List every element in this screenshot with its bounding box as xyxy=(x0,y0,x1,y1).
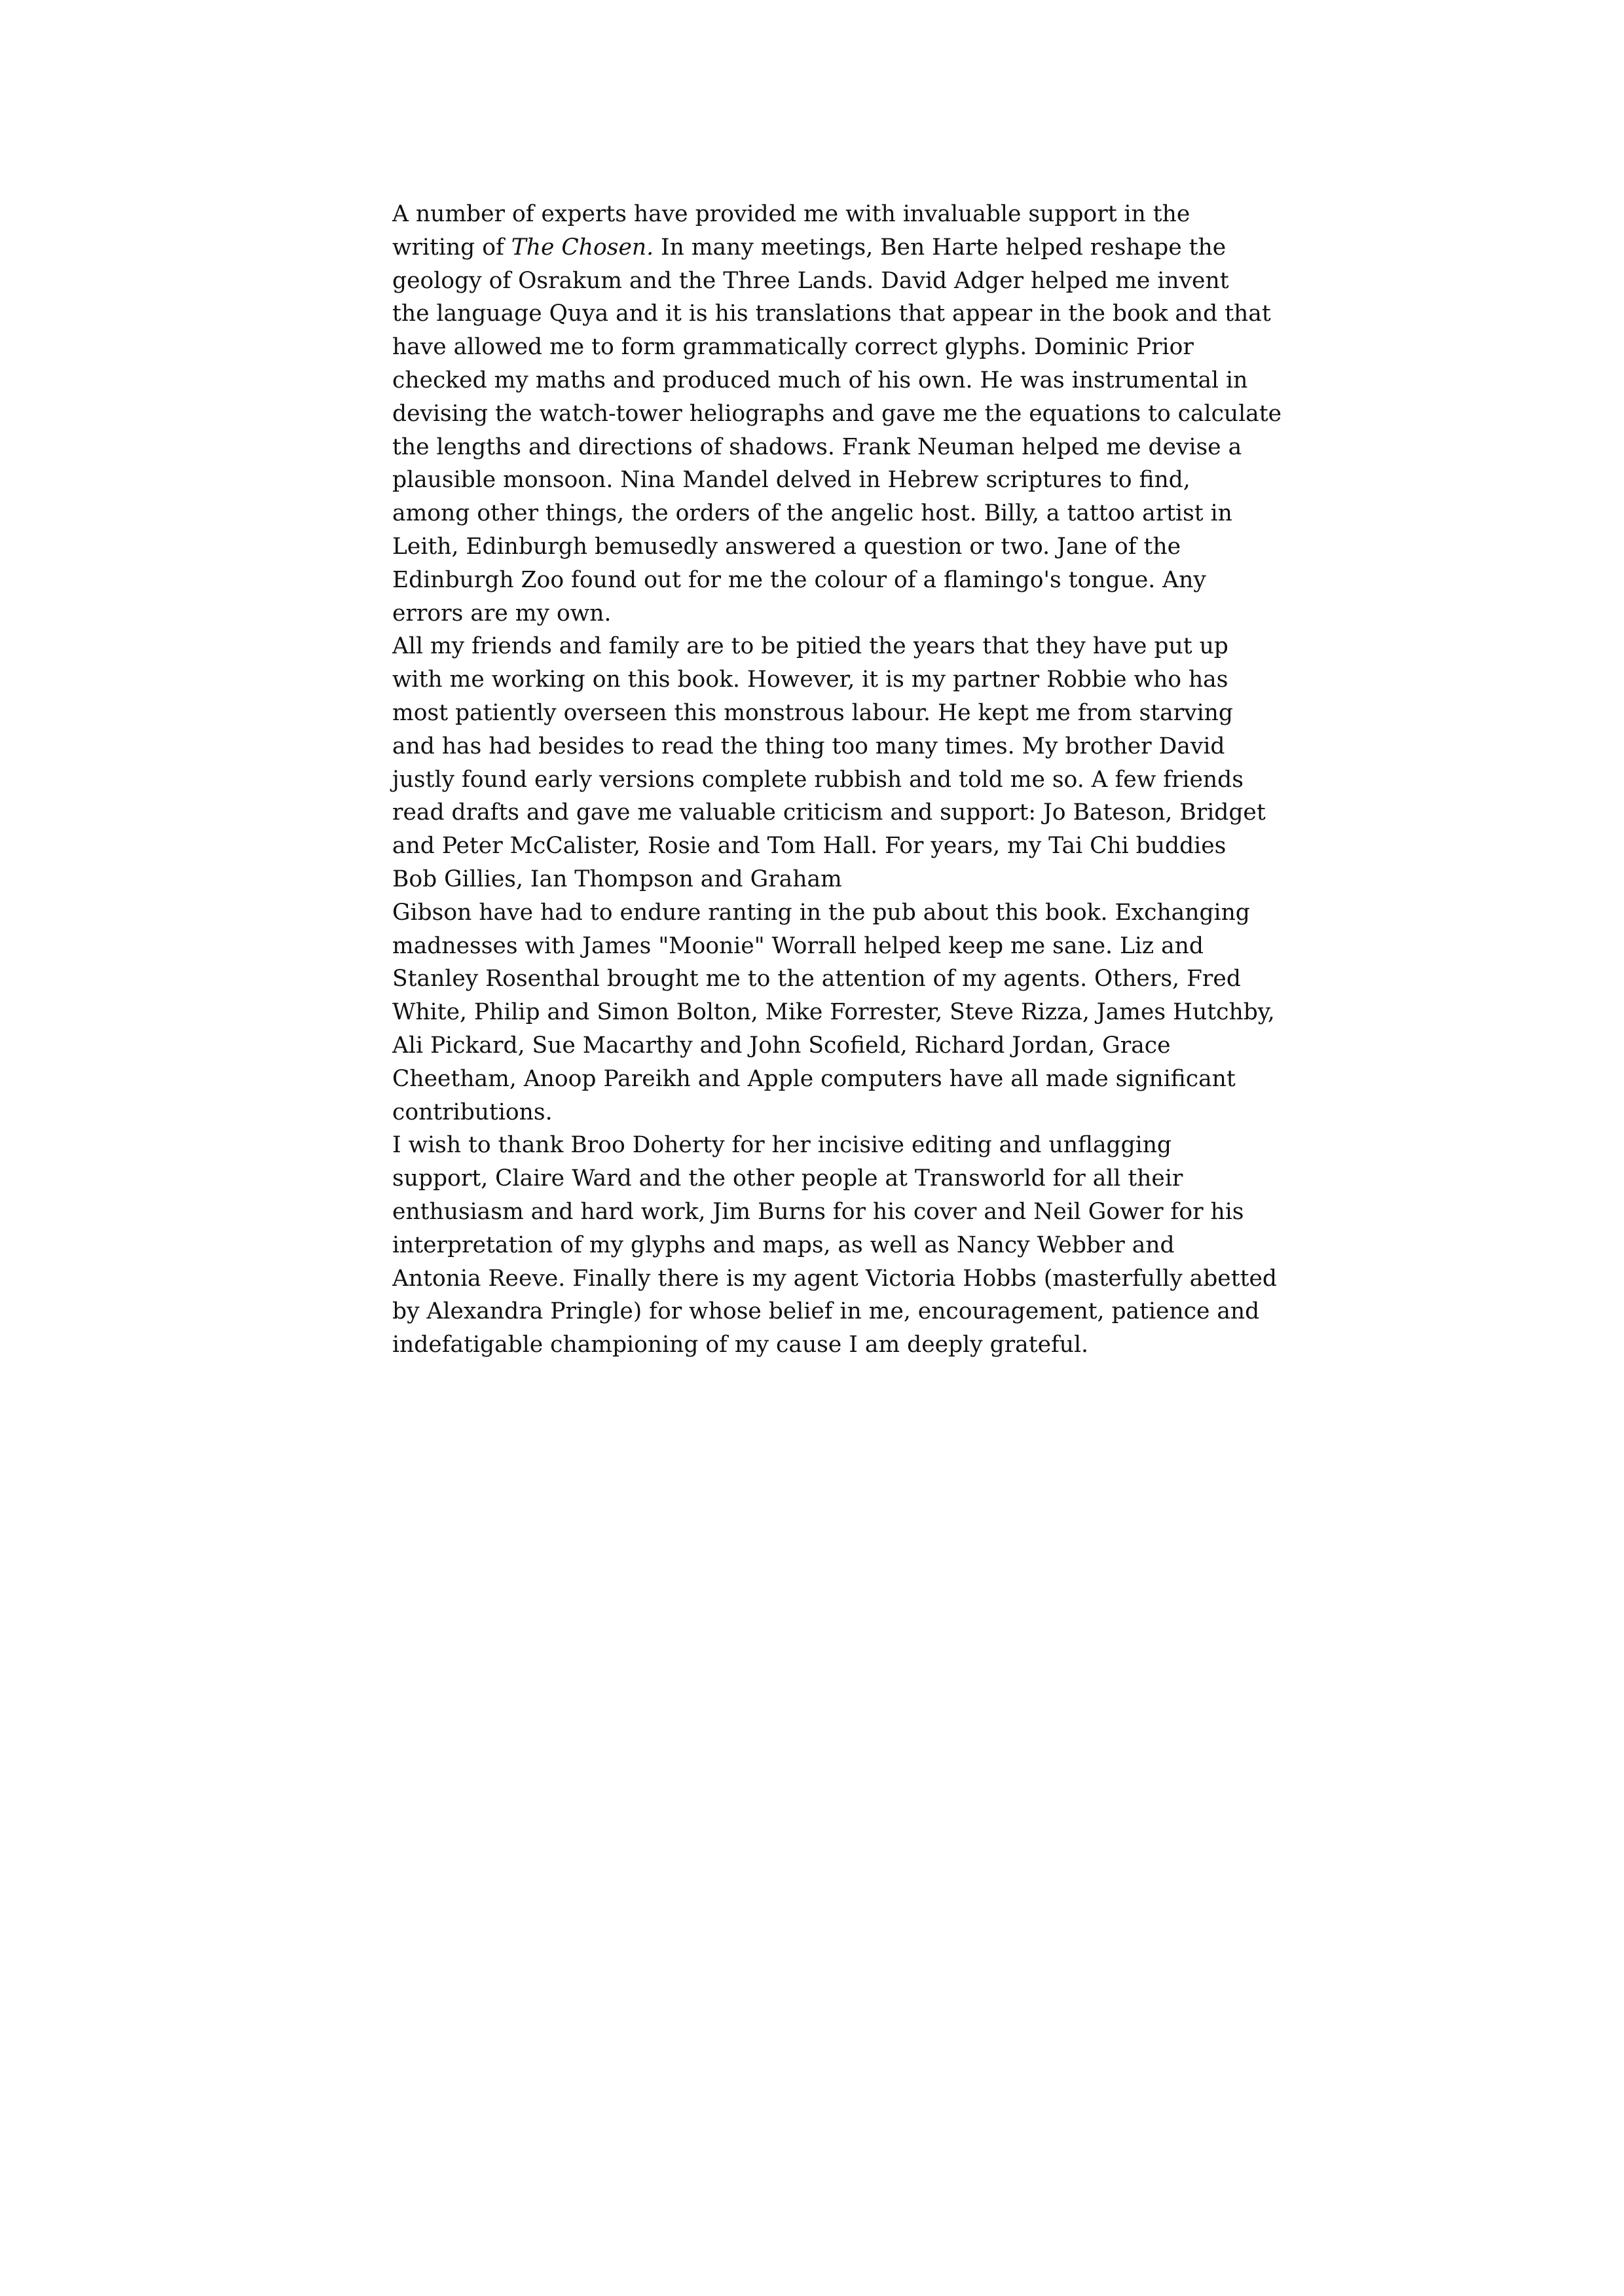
text-line: Edinburgh Zoo found out for me the colour of a flamingo's tongue. Any xyxy=(392,566,1206,593)
text-line: indefatigable championing of my cause I am deeply grateful. xyxy=(392,1332,1089,1358)
acknowledgements-text xyxy=(392,198,1282,1362)
text-line: contributions. xyxy=(392,1099,553,1125)
text-line: Stanley Rosenthal brought me to the attention of my agents. Others, Fred xyxy=(392,966,1241,993)
text-line: and has had besides to read the thing too many times. My brother David xyxy=(392,733,1225,759)
text-line: with me working on this book. However, it is my partner Robbie who has xyxy=(392,666,1228,693)
text-line: by Alexandra Pringle) for whose belief in me, encouragement, patience and xyxy=(392,1298,1260,1325)
text-segment: In many meetings, Ben Harte helped reshape the xyxy=(661,234,1227,261)
text-line: Gibson have had to endure ranting in the pub about this book. Exchanging xyxy=(392,899,1250,926)
text-line: checked my maths and produced much of his own. He was instrumental in xyxy=(392,367,1248,393)
text-line: All my friends and family are to be pitied the years that they have put up xyxy=(392,633,1228,660)
text-line: read drafts and gave me valuable criticism and support: Jo Bateson, Bridget xyxy=(392,799,1266,826)
text-line: enthusiasm and hard work, Jim Burns for his cover and Neil Gower for his xyxy=(392,1198,1244,1225)
text-line: justly found early versions complete rubbish and told me so. A few friends xyxy=(392,766,1244,793)
book-title: The Chosen. xyxy=(511,234,654,261)
text-line: madnesses with James "Moonie" Worrall helped keep me sane. Liz and xyxy=(392,932,1204,959)
text-line: errors are my own. xyxy=(392,600,612,627)
text-line: most patiently overseen this monstrous labour. He kept me from starving xyxy=(392,699,1233,726)
text-line: Cheetham, Anoop Pareikh and Apple computers have all made significant xyxy=(392,1065,1236,1092)
text-line: Leith, Edinburgh bemusedly answered a question or two. Jane of the xyxy=(392,533,1181,560)
text-line: devising the watch-tower heliographs and gave me the equations to calculate xyxy=(392,400,1282,427)
text-line: have allowed me to form grammatically correct glyphs. Dominic Prior xyxy=(392,334,1194,361)
text-line: and Peter McCalister, Rosie and Tom Hall. For years, my Tai Chi buddies xyxy=(392,833,1227,860)
text-line: support, Claire Ward and the other people at Transworld for all their xyxy=(392,1165,1183,1192)
text-line: among other things, the orders of the angelic host. Billy, a tattoo artist in xyxy=(392,500,1232,527)
text-line: plausible monsoon. Nina Mandel delved in Hebrew scriptures to find, xyxy=(392,467,1190,494)
text-line: Antonia Reeve. Finally there is my agent Victoria Hobbs (masterfully abetted xyxy=(392,1265,1277,1292)
text-line: Ali Pickard, Sue Macarthy and John Scofield, Richard Jordan, Grace xyxy=(392,1032,1171,1059)
text-line: I wish to thank Broo Doherty for her incisive editing and unflagging xyxy=(392,1132,1172,1159)
text-line: White, Philip and Simon Bolton, Mike Forrester, Steve Rizza, James Hutchby, xyxy=(392,999,1275,1026)
text-line: Bob Gillies, Ian Thompson and Graham xyxy=(392,866,842,892)
text-line: interpretation of my glyphs and maps, as well as Nancy Webber and xyxy=(392,1231,1175,1258)
text-line xyxy=(392,231,1237,264)
text-segment: writing of xyxy=(392,234,504,261)
text-line: the language Quya and it is his translations that appear in the book and that xyxy=(392,301,1271,327)
text-line: the lengths and directions of shadows. Frank Neuman helped me devise a xyxy=(392,433,1242,460)
text-line: geology of Osrakum and the Three Lands. David Adger helped me invent xyxy=(392,267,1229,294)
text-line: A number of experts have provided me with invaluable support in the xyxy=(392,201,1190,227)
